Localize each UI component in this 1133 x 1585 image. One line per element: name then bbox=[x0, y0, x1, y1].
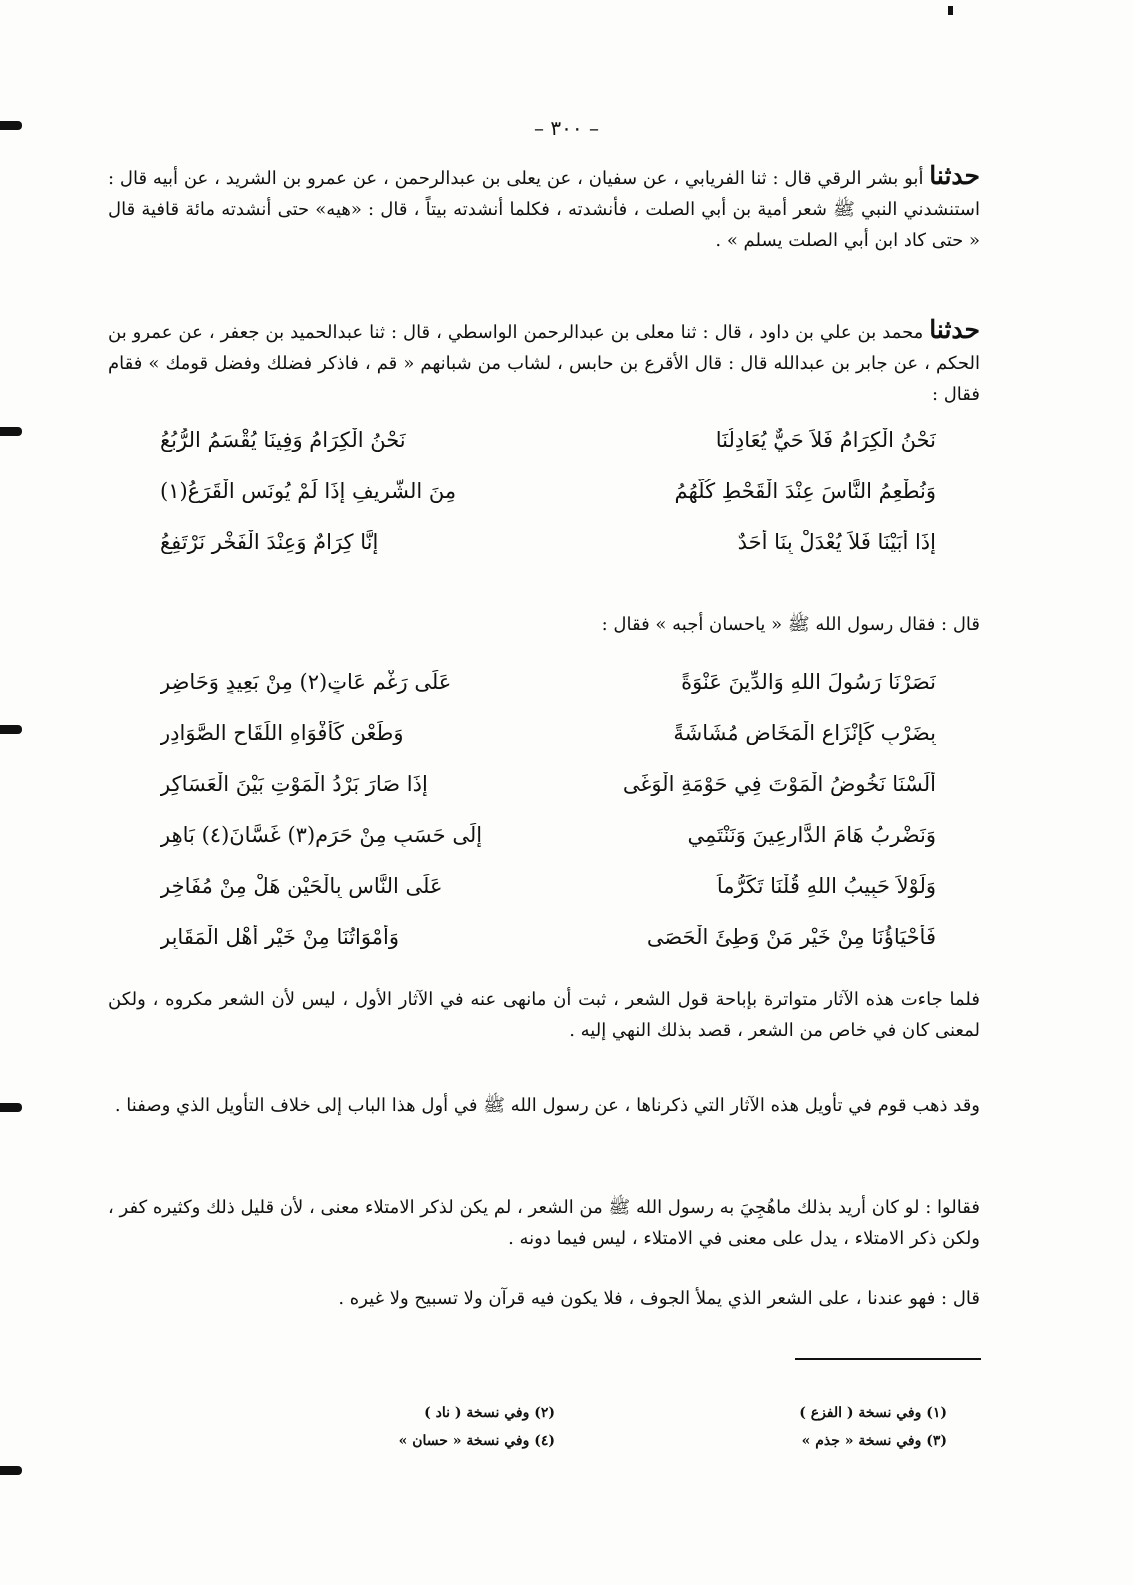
verse-first-hemistich: وَلَوْلاَ حَبِيبُ اللهِ قُلْنَا تَكَرُّماً bbox=[716, 873, 936, 898]
binding-mark bbox=[0, 1103, 22, 1112]
verse-second-hemistich: نَحْنُ الْكِرَامُ وَفِينَا يُقْسَمُ الرُّبُعُ bbox=[160, 427, 406, 452]
closing-paragraph bbox=[108, 984, 980, 1046]
verse-line bbox=[160, 809, 936, 860]
hadith-lead-word: حدثنا bbox=[929, 315, 980, 344]
verse-line bbox=[160, 656, 936, 707]
verse-line bbox=[160, 465, 936, 516]
verse-line bbox=[160, 516, 936, 567]
verse-line bbox=[160, 860, 936, 911]
verse-line bbox=[160, 758, 936, 809]
verse-first-hemistich: أَلَسْنَا نَخُوضُ الْمَوْتَ فِي حَوْمَةِ الْوَغَى bbox=[622, 771, 936, 796]
verse-second-hemistich: إِلَى حَسَبٍ مِنْ حَرَمٍ(٣) غَسَّانَ(٤) بَاهِرِ bbox=[160, 822, 483, 847]
closing-paragraph bbox=[108, 1283, 980, 1314]
poem-block bbox=[160, 656, 936, 962]
verse-first-hemistich: وَنَضْرِبُ هَامَ الدَّارِعِينَ وَنَنْتَمِي bbox=[687, 822, 936, 847]
verse-first-hemistich: بِضَرْبٍ كَإِنْزَاعِ الْمَخَاضِ مُشَاشَةً bbox=[673, 720, 936, 745]
verse-second-hemistich: وَأَمْوَاتُنَا مِنْ خَيْرِ أَهْلِ الْمَقَابِرِ bbox=[160, 924, 399, 949]
verse-first-hemistich: نَحْنُ الْكِرَامُ فَلاَ حَيٌّ يُعَادِلُنَا bbox=[715, 427, 936, 452]
verse-second-hemistich: عَلَى النَّاسِ بِالْحَيْنِ هَلْ مِنْ مُفَاخِرِ bbox=[160, 873, 443, 898]
verse-first-hemistich: فَأَحْيَاؤُنَا مِنْ خَيْرِ مَنْ وَطِئَ الْحَصَى bbox=[646, 924, 936, 949]
verse-second-hemistich: مِنَ الشَّرِيفِ إِذَا لَمْ يُونَسِ الْقَرَعُ(١) bbox=[160, 478, 457, 503]
verse-first-hemistich: إِذَا أَبَيْنَا فَلاَ يُعْدَلْ بِنَا أَحَدٌ bbox=[737, 529, 936, 554]
interlude-text: قال : فقال رسول الله ﷺ « ياحسان أجبه » فقال : bbox=[601, 614, 980, 635]
verse-second-hemistich: وَطَعْنٍ كَأَفْوَاهِ اللِّقَاحِ الصَّوَادِرِ bbox=[160, 720, 404, 745]
verse-first-hemistich: نَصَرْنَا رَسُولَ اللهِ وَالدِّينَ عَنْوَةً bbox=[681, 669, 936, 694]
paragraph-text: قال : فهو عندنا ، على الشعر الذي يملأ الجوف ، فلا يكون فيه قرآن ولا تسبيح ولا غيره . bbox=[338, 1288, 980, 1309]
paragraph-text: فلما جاءت هذه الآثار متواترة بإباحة قول الشعر ، ثبت أن مانهى عنه في الآثار الأول ، ليس لأن الشعر مكروه ، ولكن لمعنى كان في خاص من الشعر ، قصد بذلك النهي إليه . bbox=[108, 989, 980, 1041]
paragraph-text: وقد ذهب قوم في تأويل هذه الآثار التي ذكرناها ، عن رسول الله ﷺ في أول هذا الباب إلى خلاف التأويل الذي وصفنا . bbox=[114, 1095, 980, 1116]
hadith-paragraph bbox=[108, 160, 980, 256]
verse-second-hemistich: عَلَى رَغْمِ عَاتٍ(٢) مِنْ بَعِيدٍ وَحَاضِرِ bbox=[160, 669, 452, 694]
verse-second-hemistich: إِذَا صَارَ بَرْدُ الْمَوْتِ بَيْنَ الْعَسَاكِرِ bbox=[160, 771, 428, 796]
verse-first-hemistich: وَنُطْعِمُ النَّاسَ عِنْدَ الْقَحْطِ كُلَّهُمُ bbox=[674, 478, 936, 503]
hadith-paragraph bbox=[108, 314, 980, 410]
footnote-1: (١) وفي نسخة ( الفزع ) bbox=[799, 1405, 947, 1421]
verse-second-hemistich: إِنَّا كِرَامٌ وَعِنْدَ الْفَخْرِ نَرْتَفِعُ bbox=[160, 529, 379, 554]
binding-mark bbox=[0, 1466, 22, 1475]
footnote-separator bbox=[795, 1358, 981, 1360]
binding-mark bbox=[0, 427, 22, 436]
interlude-line bbox=[108, 609, 980, 640]
footnote-2: (٢) وفي نسخة ( ناد ) bbox=[424, 1405, 555, 1421]
page-number: – ٣٠٠ – bbox=[534, 116, 599, 140]
binding-mark bbox=[0, 725, 22, 734]
closing-paragraph bbox=[108, 1090, 980, 1121]
verse-line bbox=[160, 707, 936, 758]
verse-line bbox=[160, 414, 936, 465]
footnote-4: (٤) وفي نسخة « حسان » bbox=[398, 1433, 555, 1449]
poem-block bbox=[160, 414, 936, 567]
verse-line bbox=[160, 911, 936, 962]
footnote-3: (٣) وفي نسخة « جذم » bbox=[801, 1433, 947, 1449]
hadith-text: محمد بن علي بن داود ، قال : ثنا معلى بن عبدالرحمن الواسطي ، قال : ثنا عبدالحميد بن جعفر ، عن عمرو بن الحكم ، عن جابر بن عبدالله قال : قال الأقرع بن حابس ، لشاب من شبانهم « قم ، فاذكر فضلك وفضل قومك » فقام فقال : bbox=[108, 322, 980, 405]
paragraph-text: فقالوا : لو كان أريد بذلك ماهُجِيَ به رسول الله ﷺ من الشعر ، لم يكن لذكر الامتلاء معنى ، لأن قليل ذلك وكثيره كفر ، ولكن ذكر الامتلاء ، يدل على معنى في الامتلاء ، ليس فيما دونه . bbox=[108, 1197, 980, 1249]
corner-mark bbox=[948, 6, 953, 15]
hadith-lead-word: حدثنا bbox=[929, 161, 980, 190]
closing-paragraph bbox=[108, 1192, 980, 1254]
hadith-text: أبو بشر الرقي قال : ثنا الفريابي ، عن سفيان ، عن يعلى بن عبدالرحمن ، عن عمرو بن الشريد ، عن أبيه قال : استنشدني النبي ﷺ شعر أمية بن أبي الصلت ، فأنشدته ، فكلما أنشدته بيتاً ، قال : «هيه» حتى أنشدته مائة قافية قال « حتى كاد ابن أبي الصلت يسلم » . bbox=[108, 168, 980, 251]
